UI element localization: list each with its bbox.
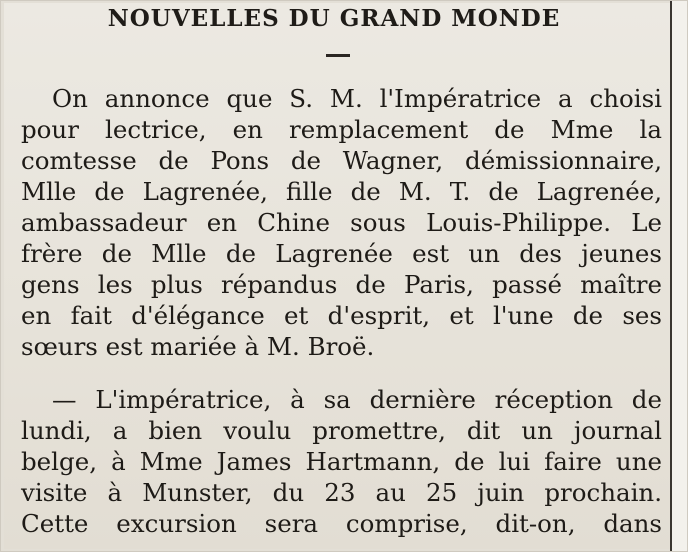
text-line: sœurs est mariée à M. Broë.: [21, 332, 375, 361]
text-line: ambassadeur en Chine sous Louis-Philippe. Le: [21, 208, 662, 237]
text-line: Mlle de Lagrenée, fille de M. T. de Lagrenée,: [21, 177, 662, 206]
text-line: visite à Munster, du 23 au 25 juin prochain.: [21, 478, 662, 507]
text-line: gens les plus répandus de Paris, passé maître: [21, 270, 662, 299]
text-line: Cette excursion sera comprise, dit-on, dans: [21, 509, 662, 538]
page-margin: [672, 1, 688, 552]
text-line: pour lectrice, en remplacement de Mme la: [21, 115, 662, 144]
heading-separator: [326, 54, 350, 57]
text-line: en fait d'élégance et d'esprit, et l'une de ses: [21, 301, 662, 330]
text-line: belge, à Mme James Hartmann, de lui faire une: [21, 447, 662, 476]
paper-column: [4, 3, 670, 549]
text-line: lundi, a bien voulu promettre, dit un journal: [21, 416, 662, 445]
text-line: frère de Mlle de Lagrenée est un des jeunes: [21, 239, 662, 268]
text-line: On annonce que S. M. l'Impératrice a choisi: [52, 84, 662, 113]
text-line: comtesse de Pons de Wagner, démissionnaire,: [21, 146, 662, 175]
article-heading: NOUVELLES DU GRAND MONDE: [107, 5, 561, 32]
text-line: — L'impératrice, à sa dernière réception de: [52, 385, 662, 414]
